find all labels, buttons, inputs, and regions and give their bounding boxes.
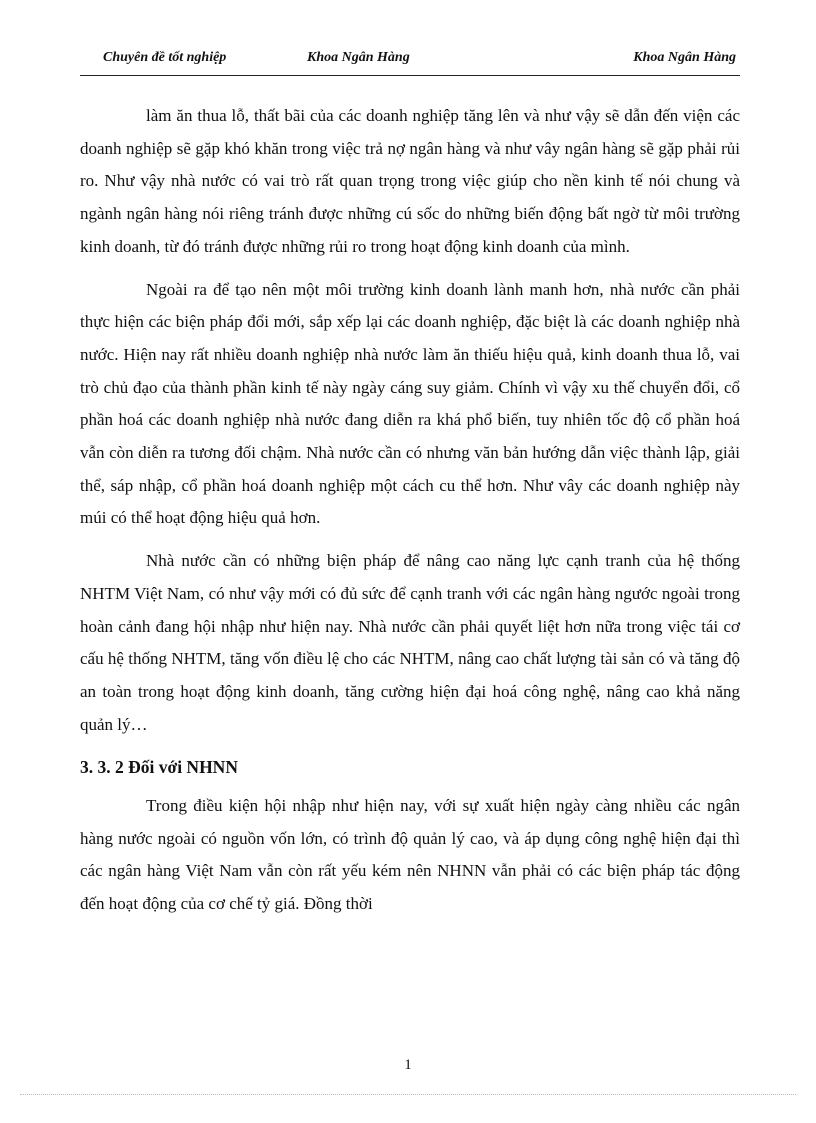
paragraph-4: Trong điều kiện hội nhập như hiện nay, với sự xuất hiện ngày càng nhiều các ngân hàng nước ngoài có nguồn vốn lớn, có trình độ quản lý cao, và áp dụng công nghệ hiện đại thì các ngân hàng Việt Nam vẫn còn rất yếu kém nên NHNN vẫn phải có các biện pháp tác động đến hoạt động của cơ chế tỷ giá. Đồng thời [80, 796, 740, 914]
footer-divider [20, 1094, 796, 1095]
paragraph-2: Ngoài ra để tạo nên một môi trường kinh doanh lành manh hơn, nhà nước cần phải thực hiện các biện pháp đổi mới, sắp xếp lại các doanh nghiệp, đặc biệt là các doanh nghiệp nhà nước. Hiện nay rất nhiều doanh nghiệp nhà nước làm ăn thiếu hiệu quả, kinh doanh thua lỗ, vai trò chủ đạo của thành phần kinh tế này ngày cáng suy giảm. Chính vì vậy xu thế chuyển đổi, cổ phần hoá các doanh nghiệp nhà nước đang diễn ra khá phổ biến, tuy nhiên tốc độ cổ phần hoá vẫn còn diễn ra tương đối chậm. Nhà nước cần có nhưng văn bản hướng dẫn việc thành lập, giải thể, sáp nhập, cổ phần hoá doanh nghiệp một cách cu thể hơn. Như vây các doanh nghiệp này múi có thể hoạt động hiệu quả hơn. [80, 279, 740, 528]
page-number: 1 [404, 1057, 412, 1073]
page-header [103, 50, 736, 72]
paragraph-3: Nhà nước cần có những biện pháp để nâng cao năng lực cạnh tranh của hệ thống NHTM Việt Nam, có như vậy mới có đủ sức để cạnh tranh với các ngân hàng ngước ngoài trong hoàn cảnh đang hội nhập như hiện nay. Nhà nước cần phải quyết liệt hơn nữa trong việc tái cơ cấu hệ thống NHTM, tăng vốn điều lệ cho các NHTM, nâng cao chất lượng tài sản có và tăng độ an toàn trong hoạt động kinh doanh, tăng cường hiện đại hoá công nghệ, nâng cao khả năng quản lý… [80, 551, 740, 734]
paragraph-1: làm ăn thua lỗ, thất bãi của các doanh nghiệp tăng lên và như vậy sẽ dẫn đến viện các doanh nghiệp sẽ gặp khó khăn trong việc trả nợ ngân hàng và như vây ngân hàng sẽ gặp phải rủi ro. Như vậy nhà nước có vai trò rất quan trọng trong việc giúp cho nền kinh tế nói chung và ngành ngân hàng nói riêng tránh được những cú sốc do những biến động bất ngờ từ môi trường kinh doanh, từ đó tránh được những rủi ro trong hoạt động kinh doanh của mình. [80, 106, 740, 256]
header-document-type: Chuyên đề tốt nghiệp [103, 50, 227, 65]
header-divider [80, 75, 740, 76]
section-heading: 3. 3. 2 Đối với NHNN [80, 757, 238, 778]
header-faculty-center: Khoa Ngân Hàng [307, 50, 410, 65]
document-body [80, 100, 740, 931]
header-faculty-right: Khoa Ngân Hàng [633, 50, 736, 65]
